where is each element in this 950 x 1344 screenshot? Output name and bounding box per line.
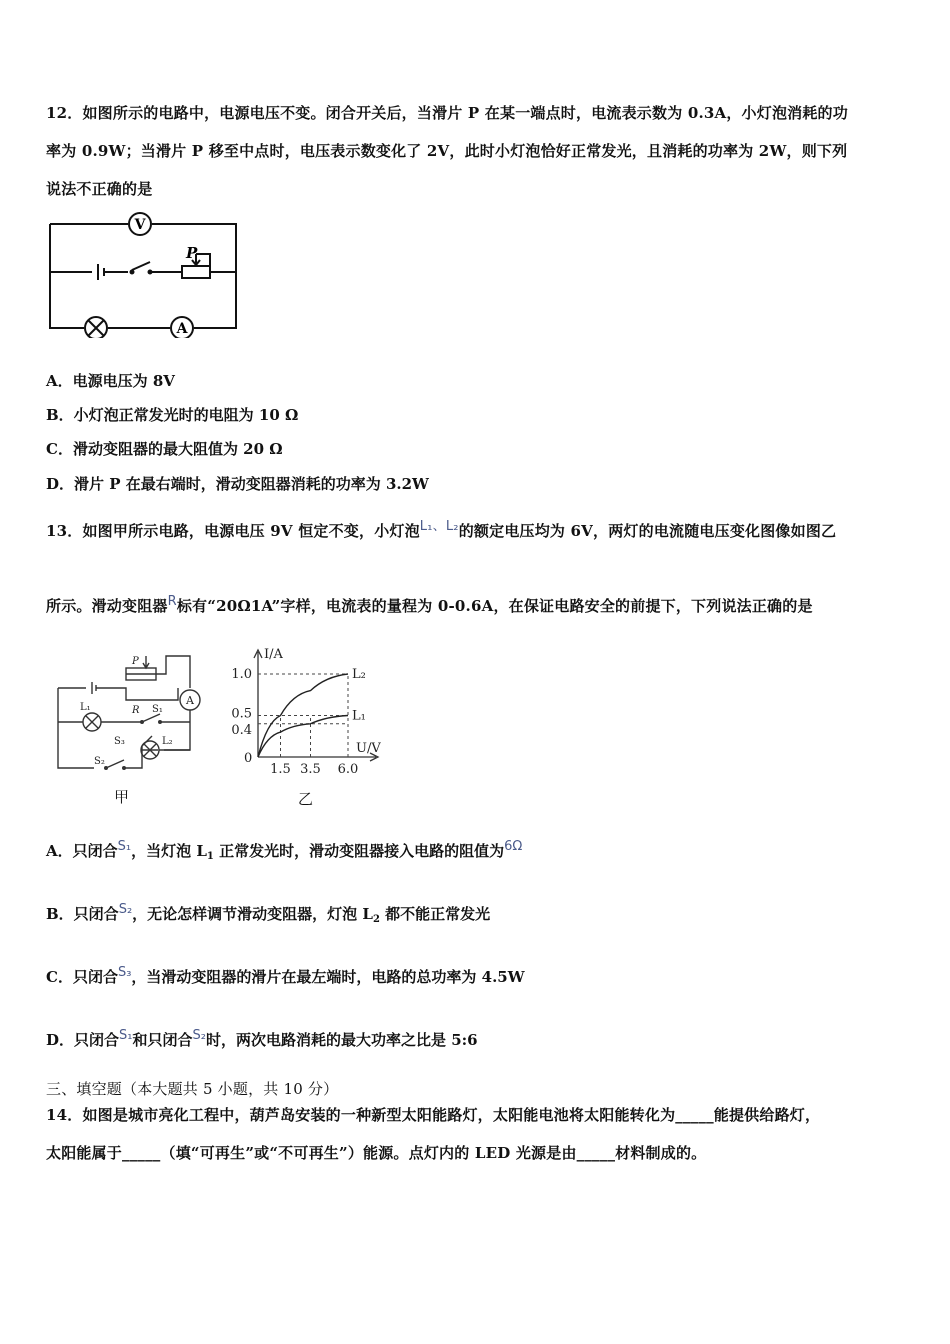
r-symbol: R [167,594,177,609]
r-label: R [132,705,140,716]
q13-option-a [46,840,522,861]
q13-text-line1 [46,520,836,541]
separator: 、 [432,519,446,534]
q12-text-line3: 说法不正确的是 [46,180,153,198]
q13-line2-b: 标有“20Ω1A”字样，电流表的量程为 0-0.6A，在保证电路安全的前提下，下列说法正确的是 [176,597,813,615]
optB-text-c: 都不能正常发光 [379,905,491,923]
q13-option-d [46,1029,478,1050]
q13-text-line2 [46,595,813,616]
y-tick-label: 0.4 [231,722,252,738]
q12-option-d: D．滑片 P 在最右端时，滑动变阻器消耗的功率为 3.2W [46,475,429,493]
x-tick-label: 1.5 [270,762,291,777]
origin-label: 0 [244,751,253,766]
l2-label: L₂ [162,736,173,747]
y-tick-label: 1.0 [231,667,252,682]
optD-text-a: D．只闭合 [46,1031,120,1049]
series-label-l2: L₂ [352,667,366,682]
optD-text-b: 和只闭合 [132,1031,193,1049]
fig-a-caption: 甲 [114,788,130,806]
slider-p-label: P [132,656,139,667]
q12-option-c: C．滑动变阻器的最大阻值为 20 Ω [46,440,283,458]
series-label-l1: L₁ [352,708,366,724]
optB-subscript: 2 [372,914,380,925]
optB-s2-symbol: S₂ [118,902,133,917]
q14-line2: 太阳能属于_____（填“可再生”或“不可再生”）能源。点灯内的 LED 光源是由_____材料制成的。 [46,1144,707,1162]
q13-option-c [46,966,525,987]
optA-text-b: ，当灯泡 L [131,842,207,860]
optD-s2-symbol: S₂ [192,1028,206,1043]
voltmeter-label: V [134,217,146,233]
optC-text-a: C．只闭合 [46,968,118,986]
y-tick-label: 0.5 [231,706,252,722]
q12-text-line1: 12．如图所示的电路中，电源电压不变。闭合开关后，当滑片 P 在某一端点时，电流表示数为 0.3A，小灯泡消耗的功 [46,104,848,122]
optB-text-a: B．只闭合 [46,905,119,923]
optB-text-b: ，无论怎样调节滑动变阻器，灯泡 L [132,905,373,923]
q12-option-a: A．电源电压为 8V [46,372,175,390]
x-tick-label: 6.0 [337,762,359,777]
optC-s3-symbol: S₃ [117,965,132,980]
l1-label: L₁ [80,702,91,713]
l1-symbol: L₁ [419,519,433,534]
optD-text-c: 时，两次电路消耗的最大功率之比是 5:6 [205,1031,478,1049]
optD-s1-symbol: S₁ [119,1028,133,1043]
s3-label: S₃ [114,736,125,747]
fig-b-caption: 乙 [298,790,314,808]
q13-line1-b: 的额定电压均为 6V，两灯的电流随电压变化图像如图乙 [458,522,837,540]
slider-label: P [186,244,198,262]
s1-label: S₁ [152,704,163,715]
optC-text-b: ，当滑动变阻器的滑片在最左端时，电路的总功率为 4.5W [131,968,525,986]
q13-circuit-diagram [50,650,210,775]
x-axis-label: U/V [356,741,381,756]
q14-line1: 14．如图是城市亮化工程中，葫芦岛安装的一种新型太阳能路灯，太阳能电池将太阳能转化为_____能提供给路灯， [46,1106,821,1124]
q12-circuit-diagram [40,208,250,338]
l2-symbol: L₂ [445,519,459,534]
x-tick-label: 3.5 [300,762,321,777]
ammeter-a-label: A [186,694,194,707]
y-axis-label: I/A [264,647,283,662]
series-line-l1 [258,716,348,758]
optA-s1-symbol: S₁ [117,839,132,854]
q13-line1-a: 13．如图甲所示电路，电源电压 9V 恒定不变，小灯泡 [46,522,420,540]
optA-value: 6Ω [504,839,523,854]
optA-text-a: A．只闭合 [46,842,118,860]
s2-label: S₂ [94,756,105,767]
optA-text-c: 正常发光时，滑动变阻器接入电路的阻值为 [213,842,505,860]
section3-heading: 三、填空题（本大题共 5 小题，共 10 分） [46,1080,339,1098]
iu-chart [218,640,398,785]
q13-option-b [46,903,490,924]
optA-subscript: 1 [206,851,214,862]
q12-option-b: B．小灯泡正常发光时的电阻为 10 Ω [46,406,299,424]
q13-line2-a: 所示。滑动变阻器 [46,597,168,615]
ammeter-label: A [176,321,188,337]
q12-text-line2: 率为 0.9W；当滑片 P 移至中点时，电压表示数变化了 2V，此时小灯泡恰好正常发光，且消耗的功率为 2W，则下列 [46,142,848,160]
